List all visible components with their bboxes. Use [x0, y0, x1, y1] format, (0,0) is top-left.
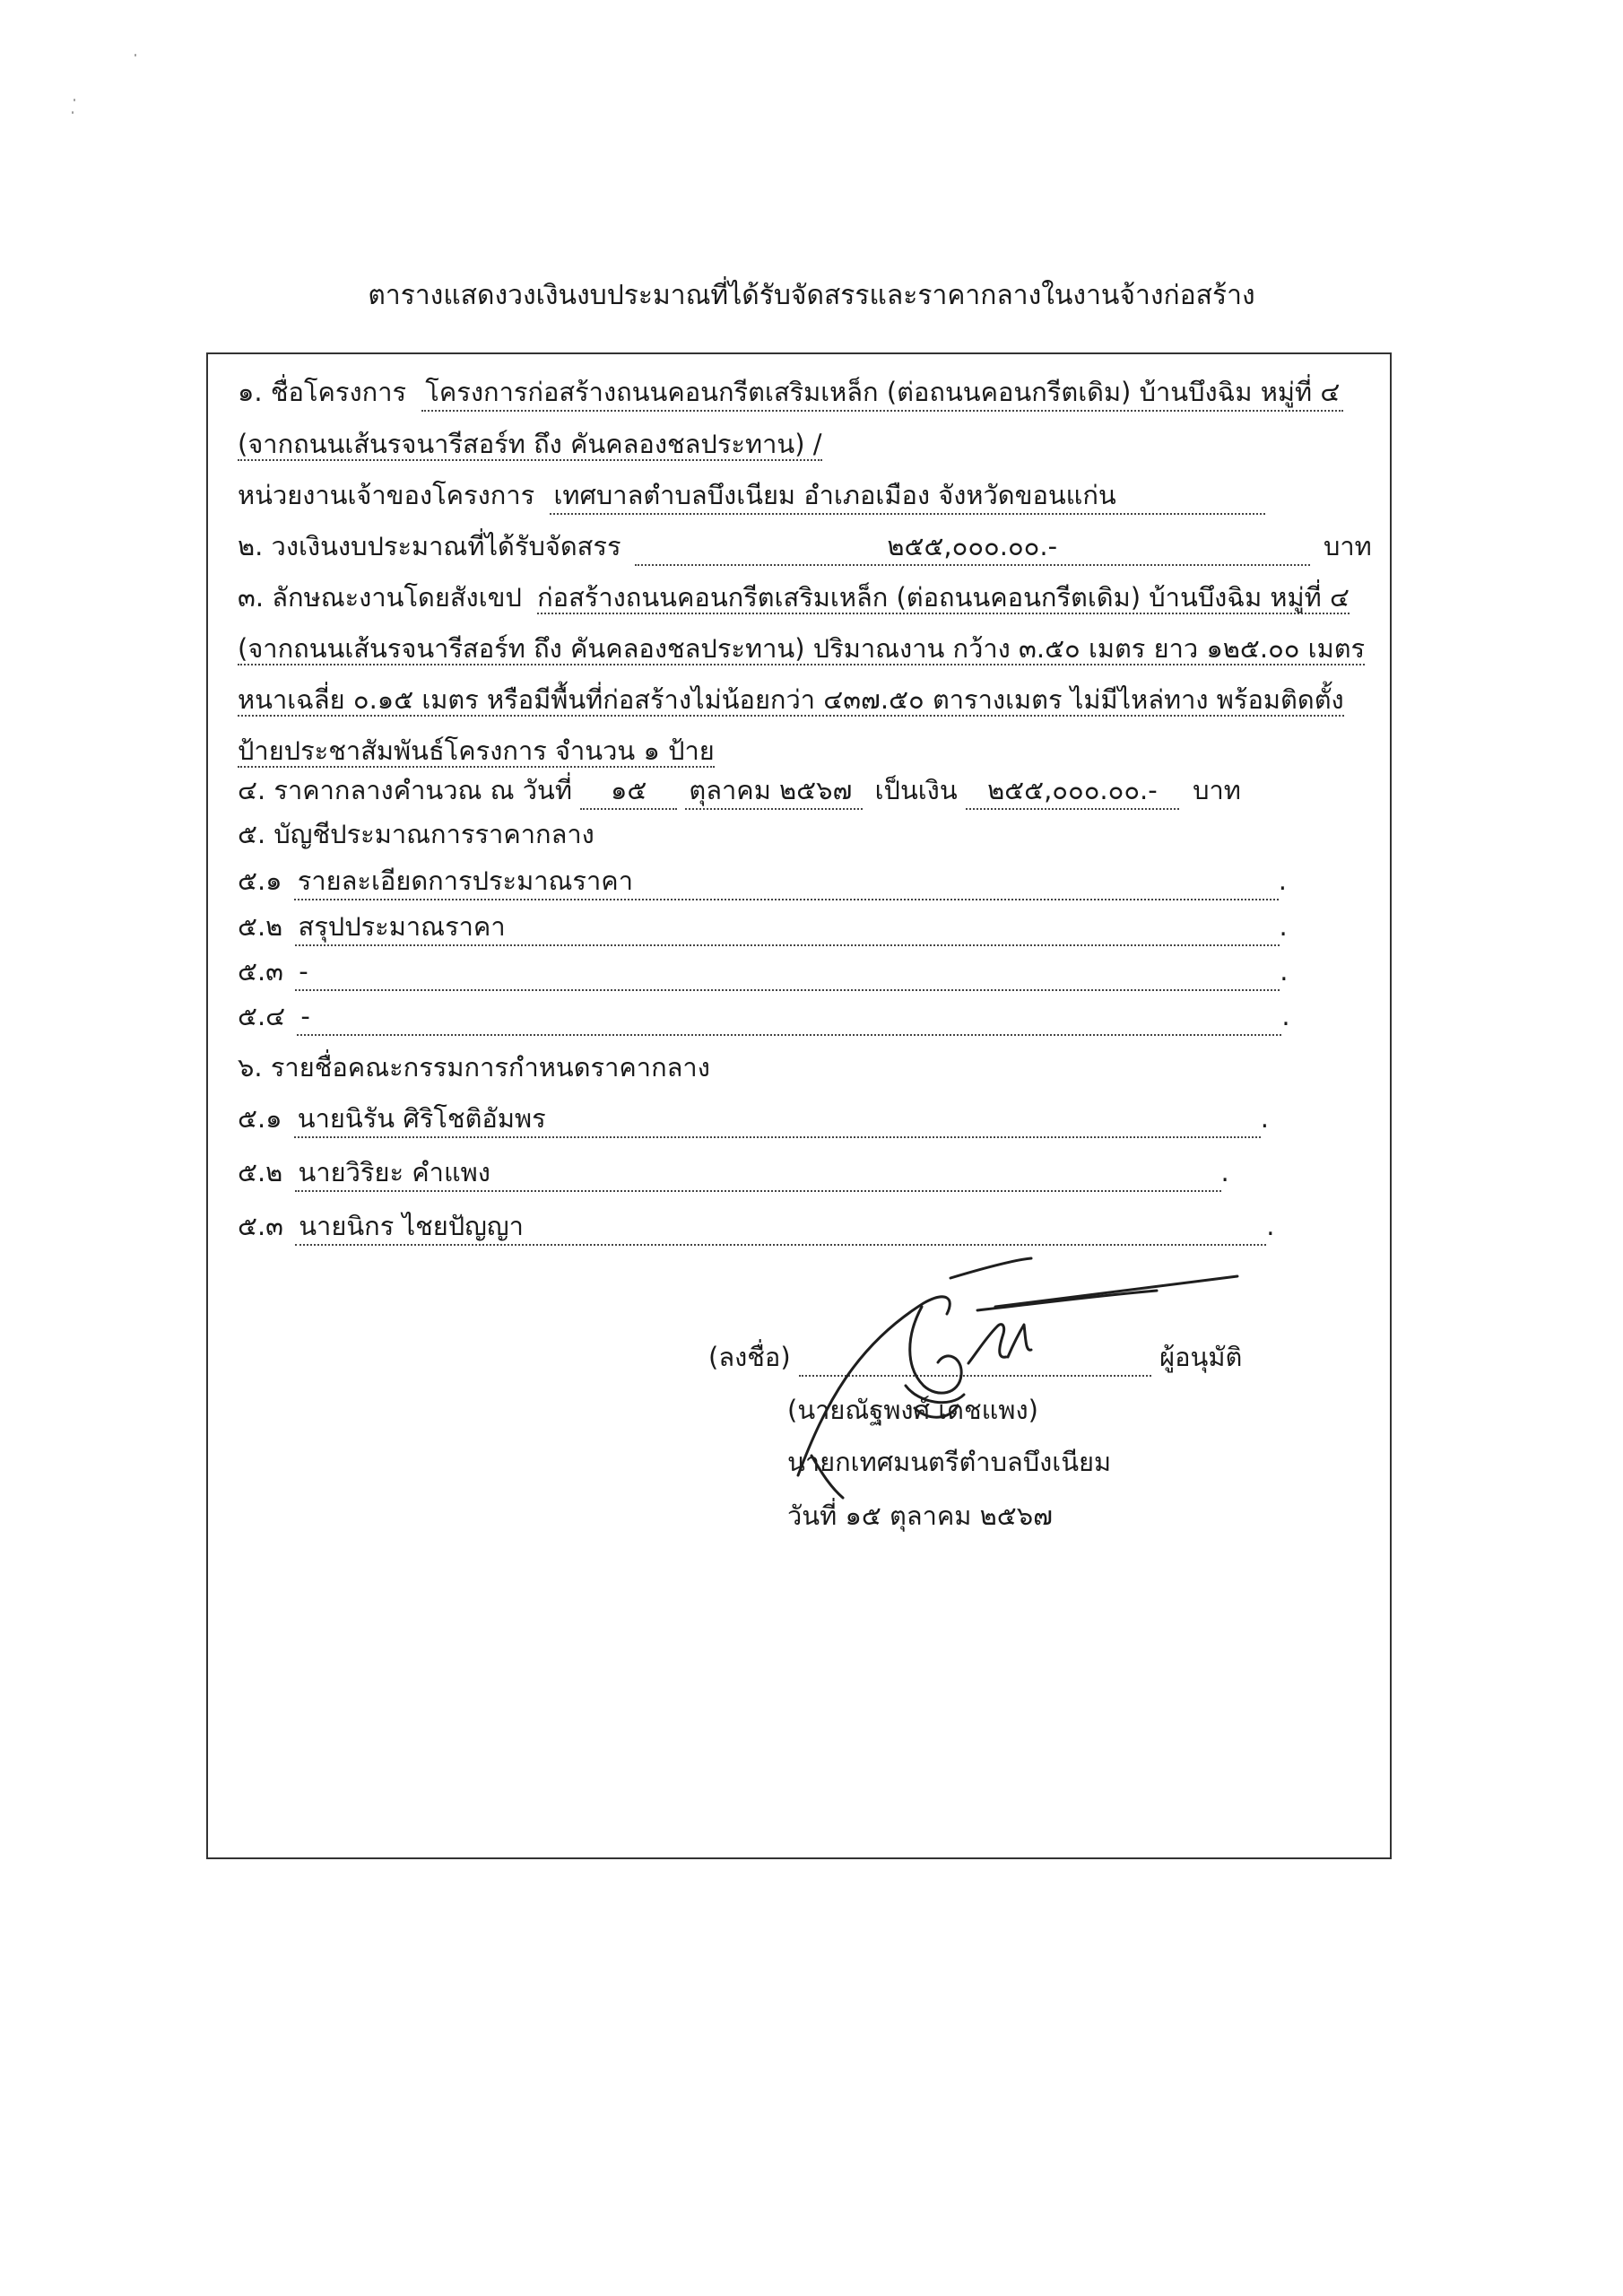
project-label: ๑. ชื่อโครงการ: [238, 377, 407, 407]
project-name-row: [238, 370, 1343, 414]
summary-label: ๓. ลักษณะงานโดยสังเขป: [238, 582, 522, 613]
budget-unit: บาท: [1323, 531, 1372, 561]
estimate-item-2: ๕.๒ สรุปประมาณราคา .: [238, 904, 1288, 949]
agency-value: เทศบาลตำบลบึงเนียม อำเภอเมือง จังหวัดขอนแก่น: [550, 477, 1265, 515]
approver-position: นายกเทศมนตรีตำบลบึงเนียม: [787, 1447, 1112, 1477]
approver-role: ผู้อนุมัติ: [1159, 1342, 1243, 1372]
project-name-row-2: [238, 422, 822, 466]
handwritten-signature: [771, 1251, 1309, 1520]
estimate-item-text: -: [295, 953, 1280, 991]
scan-speck: [72, 111, 74, 114]
estimate-item-4: ๕.๔ - .: [238, 994, 1290, 1039]
estimates-heading: ๕. บัญชีประมาณการราคากลาง: [238, 819, 595, 849]
committee-heading: ๖. รายชื่อคณะกรรมการกำหนดราคากลาง: [238, 1052, 710, 1083]
summary-line1: ก่อสร้างถนนคอนกรีตเสริมเหล็ก (ต่อถนนคอนกรีตเดิม) บ้านบึงฉิม หมู่ที่ ๔: [537, 582, 1350, 613]
summary-row-1: [238, 575, 1350, 620]
agency-row: [238, 473, 1265, 517]
median-price-row: [238, 768, 1241, 813]
sign-label: (ลงชื่อ): [708, 1342, 791, 1372]
estimate-item-num: ๕.๑: [238, 865, 282, 896]
estimate-item-text: -: [297, 998, 1281, 1036]
median-price-month-year: ตุลาคม ๒๕๖๗: [685, 772, 863, 810]
project-name-line1: โครงการก่อสร้างถนนคอนกรีตเสริมเหล็ก (ต่อถนนคอนกรีตเดิม) บ้านบึงฉิม หมู่ที่ ๔: [421, 374, 1343, 412]
project-name-line2: (จากถนนเส้นรจนารีสอร์ท ถึง คันคลองชลประทาน) /: [238, 429, 822, 459]
estimate-item-text: สรุปประมาณราคา: [295, 909, 1280, 946]
estimate-item-num: ๕.๔: [238, 1001, 286, 1031]
summary-row-2: [238, 626, 1365, 671]
budget-label: ๒. วงเงินงบประมาณที่ได้รับจัดสรร: [238, 531, 621, 561]
approval-date: วันที่ ๑๕ ตุลาคม ๒๕๖๗: [787, 1500, 1053, 1531]
budget-amount: ๒๕๕,๐๐๐.๐๐.-: [635, 528, 1310, 566]
committee-member-num: ๕.๒: [238, 1157, 283, 1187]
median-price-amount: ๒๕๕,๐๐๐.๐๐.-: [966, 772, 1179, 810]
committee-member-name: นายนิรัน ศิริโชติอัมพร: [294, 1100, 1261, 1138]
estimate-item-text: รายละเอียดการประมาณราคา: [294, 863, 1279, 900]
committee-member-num: ๕.๓: [238, 1211, 283, 1241]
estimate-item-num: ๕.๓: [238, 956, 283, 987]
committee-member-3: ๕.๓ นายนิกร ไชยปัญญา .: [238, 1204, 1274, 1248]
estimate-item-3: ๕.๓ - .: [238, 949, 1288, 994]
summary-row-3: [238, 677, 1344, 722]
page-title: ตารางแสดงวงเงินงบประมาณที่ได้รับจัดสรรและราคากลางในงานจ้างก่อสร้าง: [368, 280, 1255, 311]
scan-speck: [135, 54, 136, 57]
budget-row: [238, 524, 1372, 569]
summary-line4: ป้ายประชาสัมพันธ์โครงการ จำนวน ๑ ป้าย: [238, 735, 715, 766]
median-price-unit: บาท: [1193, 775, 1241, 805]
committee-member-name: นายวิริยะ คำแพง: [295, 1154, 1221, 1192]
committee-member-1: ๕.๑ นายนิรัน ศิริโชติอัมพร .: [238, 1096, 1269, 1141]
committee-member-name: นายนิกร ไชยปัญญา: [295, 1208, 1266, 1246]
agency-label: หน่วยงานเจ้าของโครงการ: [238, 480, 535, 510]
median-price-amount-label: เป็นเงิน: [874, 775, 958, 805]
scan-speck: [74, 99, 75, 101]
summary-line2: (จากถนนเส้นรจนารีสอร์ท ถึง คันคลองชลประทาน) ปริมาณงาน กว้าง ๓.๕๐ เมตร ยาว ๑๒๕.๐๐ เมตร: [238, 633, 1366, 664]
estimate-item-1: ๕.๑ รายละเอียดการประมาณราคา .: [238, 858, 1287, 903]
median-price-day: ๑๕: [580, 772, 677, 810]
committee-member-2: ๕.๒ นายวิริยะ คำแพง .: [238, 1150, 1229, 1195]
committee-member-num: ๕.๑: [238, 1103, 282, 1134]
summary-line3: หนาเฉลี่ย ๐.๑๕ เมตร หรือมีพื้นที่ก่อสร้างไม่น้อยกว่า ๔๓๗.๕๐ ตารางเมตร ไม่มีไหล่ทาง พร้อมติดตั้ง: [238, 684, 1344, 715]
summary-row-4: [238, 728, 715, 773]
approver-name: (นายณัฐพงศ์ เดชแพง): [787, 1395, 1038, 1425]
median-price-label: ๔. ราคากลางคำนวณ ณ วันที่: [238, 775, 572, 805]
estimate-item-num: ๕.๒: [238, 911, 283, 942]
